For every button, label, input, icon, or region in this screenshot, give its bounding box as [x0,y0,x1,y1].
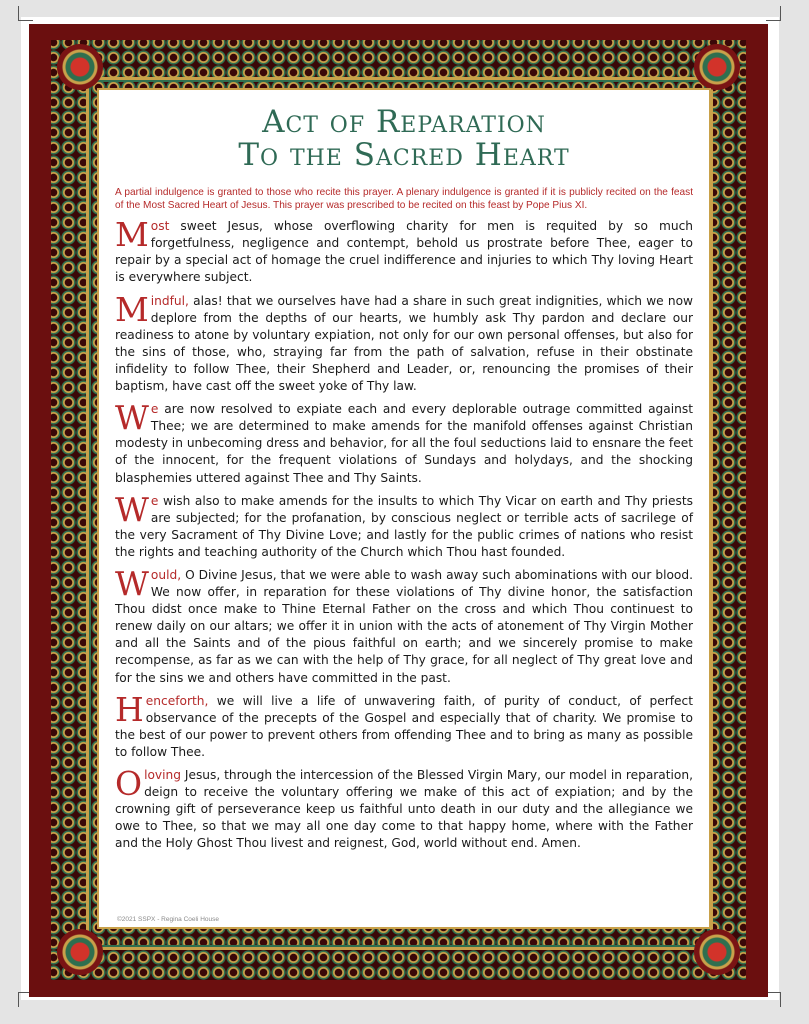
prayer-paragraph [115,689,693,761]
drop-cap: H [115,689,144,729]
lead-word: loving [144,768,181,782]
lead-word: enceforth, [145,693,209,708]
paragraph-text: we will live a life of unwavering faith, of purity of conduct, of perfect observance of the precepts of the Gospel and especially that of charity. We promise to the best of our power to prevent others from offending Thee and to bring as many as possible to follow Thee. [115,693,693,759]
crop-mark-bottom-right [766,992,781,1007]
corner-ornament-icon [694,929,740,975]
title-line-1: Act of Reparation [262,104,546,140]
title-line-2: To the Sacred Heart [238,137,570,173]
paragraph-text: are now resolved to expiate each and every deplorable outrage committed against Thee; we are determined to make amends for the manifold offenses against Christian modesty in unbecoming dress and behavior, for all the foul seductions laid to ensnare the feet of the innocent, for the frequent violations of Sundays and holydays, and the shocking blasphemies uttered against Thee and Thy Saints. [115,402,693,485]
paragraph-text: wish also to make amends for the insults to which Thy Vicar on earth and Thy priests are subjected; for the profanation, by conscious neglect or terrible acts of sacrilege of the very Sacrament of Thy Divine Love; and lastly for the public crimes of nations who resist the rights and teaching authority of the Church which Thou hast founded. [115,493,693,559]
prayer-paragraph [115,764,693,852]
lead-word: ost [150,219,170,234]
paragraph-text: alas! that we ourselves have had a share in such great indignities, which we now deplore from the depths of our hearts, we humbly ask Thy pardon and declare our readiness to atone by voluntary expiation, not only for our own personal offenses, but also for the sins of those, who, straying far from the path of salvation, refuse in their obstinate infidelity to follow Thee, their Shepherd and Leader, or, renouncing the promises of their baptism, have cast off the sweet yoke of Thy law. [115,293,693,394]
corner-ornament-icon [57,929,103,975]
copyright-footer: ©2021 SSPX - Regina Coeli House [117,916,219,923]
drop-cap: M [115,289,149,329]
indulgence-note: A partial indulgence is granted to those who recite this prayer. A plenary indulgence is granted if it is publicly recited on the feast of the Most Sacred Heart of Jesus. This prayer was prescribed to be recited on this feast by Pope Pius XI. [115,187,693,211]
lead-word: indful, [150,293,189,308]
lead-word: e [150,402,159,417]
drop-cap: W [115,398,149,438]
prayer-paragraph [115,563,693,687]
prayer-paragraph [115,289,693,396]
drop-cap: O [115,764,143,803]
prayer-paragraph [115,215,693,286]
prayer-paragraph [115,398,693,486]
lead-word: ould, [150,567,182,582]
drop-cap: W [115,489,149,529]
paragraph-text: Jesus, through the intercession of the Blessed Virgin Mary, our model in reparation, deign to receive the voluntary offering we make of this act of expiation; and by the crowning gift of perseverance keep us faithful unto death in our duty and the allegiance we owe to Thee, so that we may all one day come to that happy home, where with the Father and the Holy Ghost Thou livest and reignest, God, world without end. Amen. [115,768,693,851]
page-title [115,106,693,172]
prayer-page [97,88,711,929]
paragraph-text: O Divine Jesus, that we were able to wash away such abominations with our blood. We now offer, in reparation for these violations of Thy divine honor, the satisfaction Thou didst once make to Thine Eternal Father on the cross and which Thou continuest to renew daily on our altars; we offer it in union with the acts of atonement of Thy Virgin Mother and all the Saints and of the pious faithful on earth; and we sincerely promise to make recompense, as far as we can with the help of Thy grace, for all neglect of Thy great love and for the sins we and others have committed in the past. [115,567,693,685]
paragraph-text: sweet Jesus, whose overflowing charity for men is requited by so much forgetfulness, negligence and contempt, behold us prostrate before Thee, eager to repair by a special act of homage the cruel indifference and injuries to which Thy loving Heart is everywhere subject. [115,219,693,285]
prayer-paragraph [115,489,693,561]
drop-cap: W [115,563,149,603]
crop-mark-top-left [18,6,33,21]
drop-cap: M [115,215,149,255]
corner-ornament-icon [57,44,103,90]
lead-word: e [150,493,159,508]
crop-mark-top-right [766,6,781,21]
corner-ornament-icon [694,44,740,90]
